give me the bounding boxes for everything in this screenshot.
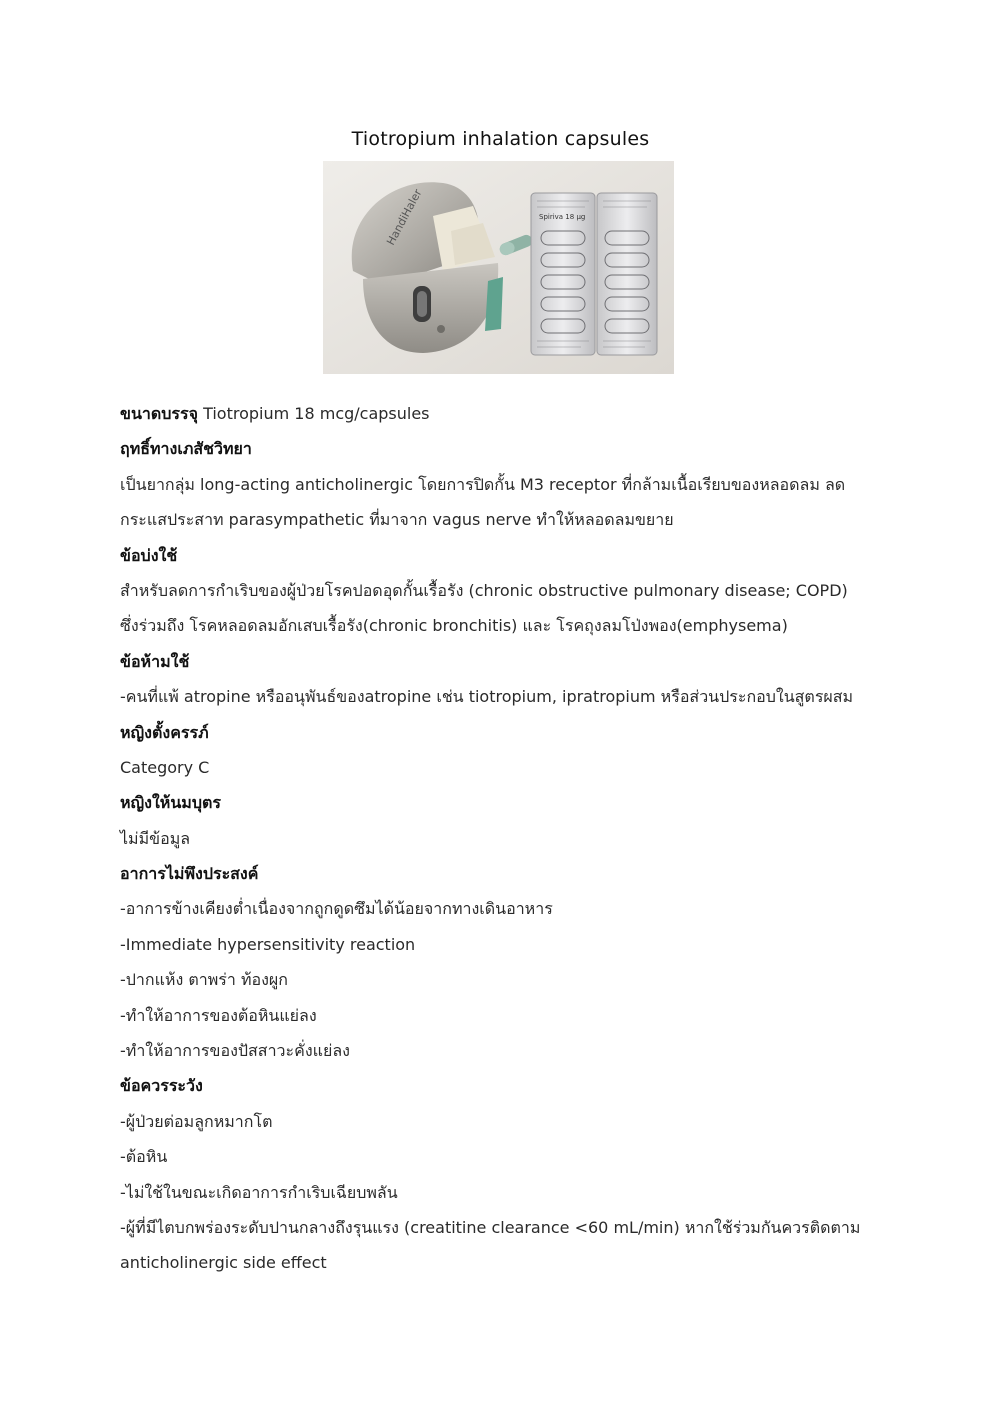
list-item: -ไม่ใช้ในขณะเกิดอาการกำเริบเฉียบพลัน xyxy=(120,1182,398,1202)
section-text: เป็นยากลุ่ม long-acting anticholinergic โดยการปิดกั้น M3 receptor ที่กล้ามเนื้อเรียบของหลอดลม ลด xyxy=(120,474,846,494)
packaging-value: Tiotropium 18 mcg/capsules xyxy=(203,404,430,423)
document-body xyxy=(120,399,900,1284)
section-text: -คนที่แพ้ atropine หรืออนุพันธ์ของatropine เช่น tiotropium, ipratropium หรือส่วนประกอบในสูตรผสม xyxy=(120,687,854,707)
section-text: กระแสประสาท parasympathetic ที่มาจาก vagus nerve ทำให้หลอดลมขยาย xyxy=(120,510,674,530)
section-heading-pharmacology: ฤทธิ์ทางเภสัชวิทยา xyxy=(120,439,252,459)
list-item: -ทำให้อาการของปัสสาวะคั่งแย่ลง xyxy=(120,1041,350,1061)
section-heading-lactation: หญิงให้นมบุตร xyxy=(120,793,221,813)
inhaler-and-blister-image xyxy=(323,161,674,374)
document-title: Tiotropium inhalation capsules xyxy=(351,128,650,150)
section-heading-pregnancy: หญิงตั้งครรภ์ xyxy=(120,722,209,742)
packaging-line xyxy=(120,399,900,434)
list-item: -ต้อหิน xyxy=(120,1147,168,1167)
list-item: -ผู้ที่มีไตบกพร่องระดับปานกลางถึงรุนแรง (creatitine clearance <60 mL/min) หากใช้ร่วมกันควรติดตาม xyxy=(120,1217,861,1237)
section-text: สำหรับลดการกำเริบของผู้ป่วยโรคปอดอุดกั้นเรื้อรัง (chronic obstructive pulmonary disease; COPD) xyxy=(120,580,848,600)
packaging-label: ขนาดบรรจุ xyxy=(120,404,198,423)
blister-label: Spiriva 18 μg xyxy=(539,213,586,221)
list-item: anticholinergic side effect xyxy=(120,1253,327,1273)
section-heading-precautions: ข้อควรระวัง xyxy=(120,1076,203,1096)
section-heading-contraindications: ข้อห้ามใช้ xyxy=(120,651,190,671)
product-photo xyxy=(323,161,674,374)
section-heading-indications: ข้อบ่งใช้ xyxy=(120,545,178,565)
section-heading-adverse-effects: อาการไม่พึงประสงค์ xyxy=(120,864,259,884)
inhaler-brand-label: HandiHaler xyxy=(384,187,425,248)
list-item: -Immediate hypersensitivity reaction xyxy=(120,934,416,954)
section-text: ไม่มีข้อมูล xyxy=(120,828,191,848)
list-item: -ทำให้อาการของต้อหินแย่ลง xyxy=(120,1005,317,1025)
list-item: -ผู้ป่วยต่อมลูกหมากโต xyxy=(120,1111,273,1131)
list-item: -อาการข้างเคียงต่ำเนื่องจากถูกดูดซึมได้น้อยจากทางเดินอาหาร xyxy=(120,899,553,919)
list-item: -ปากแห้ง ตาพร่า ท้องผูก xyxy=(120,970,288,990)
section-text: ซึ่งร่วมถึง โรคหลอดลมอักเสบเรื้อรัง(chronic bronchitis) และ โรคถุงลมโป่งพอง(emphysema) xyxy=(120,616,788,636)
section-text: Category C xyxy=(120,757,210,777)
